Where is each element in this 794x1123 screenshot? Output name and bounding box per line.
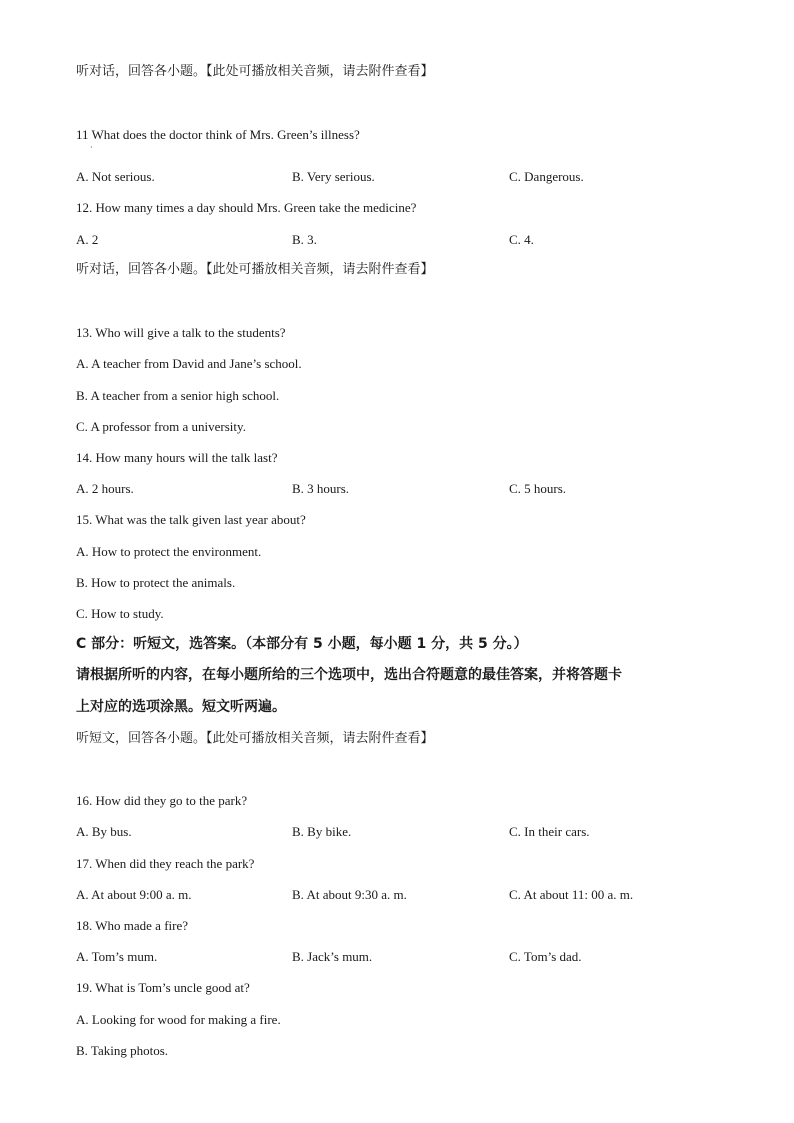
question-14: 14. How many hours will the talk last? <box>76 450 278 465</box>
section-c-heading: C 部分：听短文，选答案。（本部分有 5 小题，每小题 1 分，共 5 分。） <box>76 636 528 652</box>
q18-option-a: A. Tom’s mum. <box>76 949 158 964</box>
q12-option-b: B. 3. <box>292 232 317 247</box>
question-12: 12. How many times a day should Mrs. Green take the medicine? <box>76 200 417 215</box>
q19-option-b: B. Taking photos. <box>76 1043 169 1058</box>
q17-option-c: C. At about 11: 00 a. m. <box>509 887 634 902</box>
q13-option-a: A. A teacher from David and Jane’s school. <box>76 356 302 371</box>
q12-option-c: C. 4. <box>509 232 534 247</box>
q14-option-c: C. 5 hours. <box>509 481 567 496</box>
question-17: 17. When did they reach the park? <box>76 856 255 871</box>
listen-note-3: 听短文，回答各小题。【此处可播放相关音频，请去附件查看】 <box>76 731 434 746</box>
q13-option-c: C. A professor from a university. <box>76 419 246 434</box>
q17-option-a: A. At about 9:00 a. m. <box>76 887 192 902</box>
q14-option-a: A. 2 hours. <box>76 481 134 496</box>
q11-option-c: C. Dangerous. <box>509 169 584 184</box>
question-18: 18. Who made a fire? <box>76 918 189 933</box>
q15-option-b: B. How to protect the animals. <box>76 575 236 590</box>
question-19: 19. What is Tom’s uncle good at? <box>76 980 250 995</box>
question-11: 11 What does the doctor think of Mrs. Green’s illness? <box>76 127 360 142</box>
q13-option-b: B. A teacher from a senior high school. <box>76 388 280 403</box>
q16-option-a: A. By bus. <box>76 824 132 839</box>
q12-option-a: A. 2 <box>76 232 99 247</box>
section-c-instruction-2: 上对应的选项涂黑。短文听两遍。 <box>76 699 286 715</box>
question-16: 16. How did they go to the park? <box>76 793 248 808</box>
q19-option-a: A. Looking for wood for making a fire. <box>76 1012 281 1027</box>
q11-option-a: A. Not serious. <box>76 169 155 184</box>
q18-option-c: C. Tom’s dad. <box>509 949 582 964</box>
stray-dot: · <box>90 143 93 152</box>
q15-option-c: C. How to study. <box>76 606 164 621</box>
q16-option-b: B. By bike. <box>292 824 352 839</box>
question-13: 13. Who will give a talk to the students? <box>76 325 286 340</box>
question-15: 15. What was the talk given last year about? <box>76 512 306 527</box>
q14-option-b: B. 3 hours. <box>292 481 350 496</box>
q17-option-b: B. At about 9:30 a. m. <box>292 887 407 902</box>
q11-option-b: B. Very serious. <box>292 169 375 184</box>
q15-option-a: A. How to protect the environment. <box>76 544 262 559</box>
listen-note-2: 听对话，回答各小题。【此处可播放相关音频，请去附件查看】 <box>76 262 434 277</box>
section-c-instruction-1: 请根据所听的内容，在每小题所给的三个选项中，选出合符题意的最佳答案，并将答题卡 <box>76 667 622 683</box>
q16-option-c: C. In their cars. <box>509 824 590 839</box>
q18-option-b: B. Jack’s mum. <box>292 949 373 964</box>
listen-note-1: 听对话，回答各小题。【此处可播放相关音频，请去附件查看】 <box>76 64 434 79</box>
